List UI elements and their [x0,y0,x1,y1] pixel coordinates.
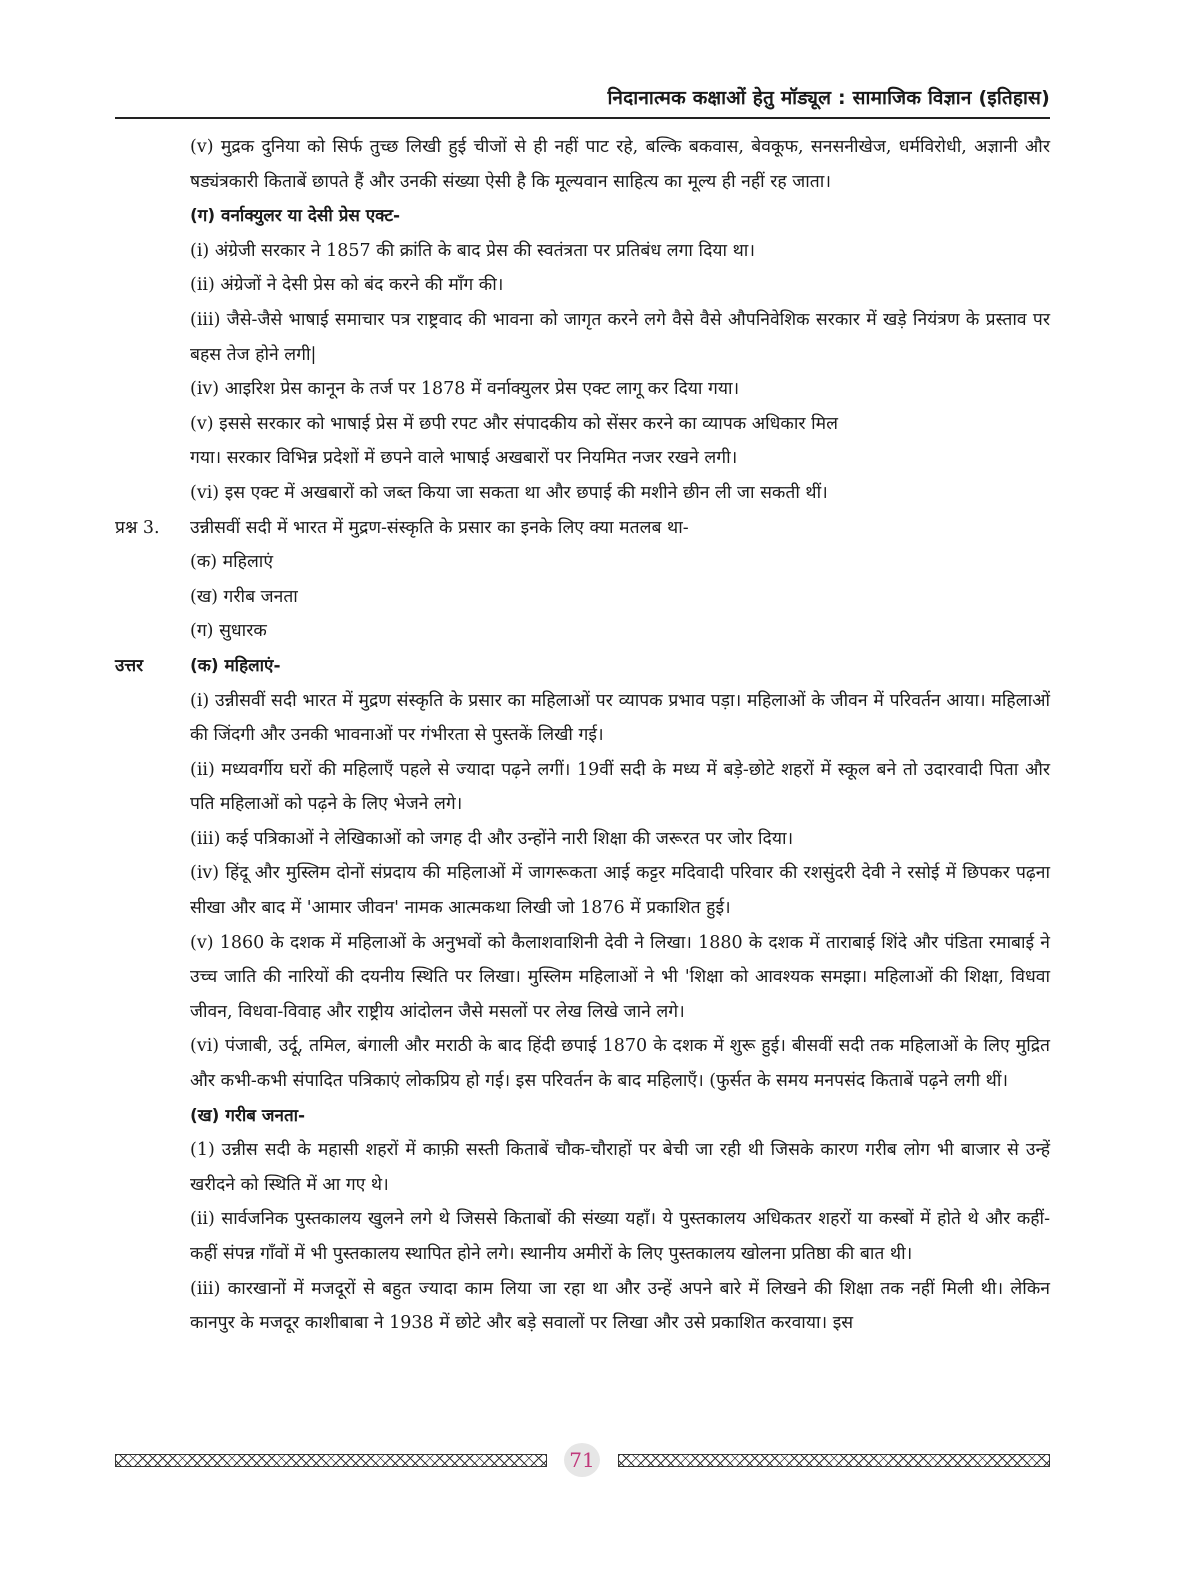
paragraph-text: (i) उन्नीसवीं सदी भारत में मुद्रण संस्कृति के प्रसार का महिलाओं पर व्यापक प्रभाव पड़ा। महिलाओं के जीवन में परिवर्तन आया। महिलाओं की जिंदगी और उनकी भावनाओं पर गंभीरता से पुस्तकें लिखी गई। [190,690,1050,746]
question-answer-label: प्रश्न 3. [115,517,160,538]
paragraph-text: (ii) अंग्रेजों ने देसी प्रेस को बंद करने की माँग की। [190,275,504,296]
paragraph [115,303,1050,372]
paragraph-text: (iii) जैसे-जैसे भाषाई समाचार पत्र राष्ट्रवाद की भावना को जागृत करने लगे वैसे वैसे औपनिवेशिक सरकार में खड़े नियंत्रण के प्रस्ताव पर बहस तेज होने लगी| [190,309,1050,365]
paragraph [115,926,1050,1030]
paragraph-text: (ख) गरीब जनता- [190,1105,306,1126]
paragraph [115,614,1050,649]
section-heading [115,1099,1050,1134]
paragraph-text: (1) उन्नीस सदी के महासी शहरों में काफ़ी सस्ती किताबें चौक-चौराहों पर बेची जा रही थी जिसके कारण गरीब लोग भी बाजार से उन्हें खरीदने को स्थिति में आ गए थे। [190,1140,1050,1195]
paragraph [115,1272,1050,1341]
page-footer [115,1443,1050,1477]
paragraph-text: (v) 1860 के दशक में महिलाओं के अनुभवों को कैलाशवाशिनी देवी ने लिखा। 1880 के दशक में ताराबाई शिंदे और पंडिता रमाबाई ने उच्च जाति की नारियों की दयनीय स्थिति पर लिखा। मुस्लिम महिलाओं ने भी 'शिक्षा को आवश्यक समझा। महिलाओं की शिक्षा, विधवा जीवन, विधवा-विवाह और राष्ट्रीय आंदोलन जैसे मसलों पर लेख लिखे जाने लगे। [190,932,1050,1022]
paragraph [115,753,1050,822]
header-divider [115,117,1050,119]
paragraph-text: (iii) कई पत्रिकाओं ने लेखिकाओं को जगह दी और उन्होंने नारी शिक्षा की जरूरत पर जोर दिया। [190,828,794,849]
paragraph-text: (v) इससे सरकार को भाषाई प्रेस में छपी रपट और संपादकीय को सेंसर करने का व्यापक अधिकार मिल [190,413,838,434]
footer-ornament-right [618,1454,1050,1467]
paragraph-text: (ग) सुधारक [190,621,267,642]
paragraph [115,407,1050,442]
paragraph-text: (vi) इस एक्ट में अखबारों को जब्त किया जा सकता था और छपाई की मशीने छीन ली जा सकती थीं। [190,482,828,503]
section-heading [115,199,1050,234]
paragraph-text: (क) महिलाएं [190,552,274,573]
paragraph-text: (vi) पंजाबी, उर्दू, तमिल, बंगाली और मराठी के बाद हिंदी छपाई 1870 के दशक में शुरू हुई। बीसवीं सदी तक महिलाओं के लिए मुद्रित और कभी-कभी संपादित पत्रिकाएं लोकप्रिय हो गई। इस परिवर्तन के बाद महिलाएँ। (फुर्सत के समय मनपसंद किताबें पढ़ने लगी थीं। [190,1036,1050,1092]
paragraph-text: (iv) आइरिश प्रेस कानून के तर्ज पर 1878 में वर्नाक्युलर प्रेस एक्ट लागू कर दिया गया। [190,379,740,400]
paragraph [115,580,1050,615]
page-header-title: निदानात्मक कक्षाओं हेतु मॉड्यूल : सामाजिक विज्ञान (इतिहास) [607,87,1050,109]
paragraph [115,130,1050,199]
section-heading [115,649,1050,684]
paragraph [115,234,1050,269]
paragraph [115,511,1050,546]
paragraph-text: (v) मुद्रक दुनिया को सिर्फ तुच्छ लिखी हुई चीजों से ही नहीं पाट रहे, बल्कि बकवास, बेवकूफ, सनसनीखेज, धर्मविरोधी, अज्ञानी और षड्यंत्रकारी किताबें छापते हैं और उनकी संख्या ऐसी है कि मूल्यवान साहित्य का मूल्य ही नहीं रह जाता। [190,137,1050,192]
paragraph [115,1202,1050,1271]
paragraph-text: (ii) सार्वजनिक पुस्तकालय खुलने लगे थे जिससे किताबों की संख्या यहाँ। ये पुस्तकालय अधिकतर शहरों या कस्बों में होते थे और कहीं-कहीं संपन्न गाँवों में भी पुस्तकालय स्थापित होने लगे। स्थानीय अमीरों के लिए पुस्तकालय खोलना प्रतिष्ठा की बात थी। [190,1209,1050,1264]
question-answer-label: उत्तर [115,655,144,676]
page-content [115,130,1050,1341]
paragraph [115,1133,1050,1202]
paragraph-text: (ii) मध्यवर्गीय घरों की महिलाएँ पहले से ज्यादा पढ़ने लगीं। 19वीं सदी के मध्य में बड़े-छोटे शहरों में स्कूल बने तो उदारवादी पिता और पति महिलाओं को पढ़ने के लिए भेजने लगे। [190,759,1050,815]
paragraph-text: (ख) गरीब जनता [190,586,298,607]
paragraph [115,1029,1050,1098]
paragraph-text: उन्नीसवीं सदी में भारत में मुद्रण-संस्कृति के प्रसार का इनके लिए क्या मतलब था- [190,517,689,538]
paragraph [115,856,1050,925]
paragraph [115,476,1050,511]
paragraph-text: (iii) कारखानों में मजदूरों से बहुत ज्यादा काम लिया जा रहा था और उन्हें अपने बारे में लिखने की शिक्षा तक नहीं मिली थी। लेकिन कानपुर के मजदूर काशीबाबा ने 1938 में छोटे और बड़े सवालों पर लिखा और उसे प्रकाशित करवाया। इस [190,1278,1050,1334]
paragraph [115,684,1050,753]
paragraph [115,268,1050,303]
paragraph-text: (iv) हिंदू और मुस्लिम दोनों संप्रदाय की महिलाओं में जागरूकता आई कट्टर मदिवादी परिवार की रशसुंदरी देवी ने रसोई में छिपकर पढ़ना सीखा और बाद में 'आमार जीवन' नामक आत्मकथा लिखी जो 1876 में प्रकाशित हुई। [190,863,1050,919]
paragraph-text: (क) महिलाएं- [190,655,281,676]
paragraph-text: गया। सरकार विभिन्न प्रदेशों में छपने वाले भाषाई अखबारों पर नियमित नजर रखने लगी। [190,448,738,469]
paragraph [115,372,1050,407]
paragraph-text: (i) अंग्रेजी सरकार ने 1857 की क्रांति के बाद प्रेस की स्वतंत्रता पर प्रतिबंध लगा दिया था। [190,240,755,261]
paragraph [115,441,1050,476]
paragraph [115,545,1050,580]
footer-ornament-left [115,1454,547,1467]
paragraph-text: (ग) वर्नाक्युलर या देसी प्रेस एक्ट- [190,206,401,227]
paragraph [115,822,1050,857]
page-number: 71 [564,1443,600,1477]
